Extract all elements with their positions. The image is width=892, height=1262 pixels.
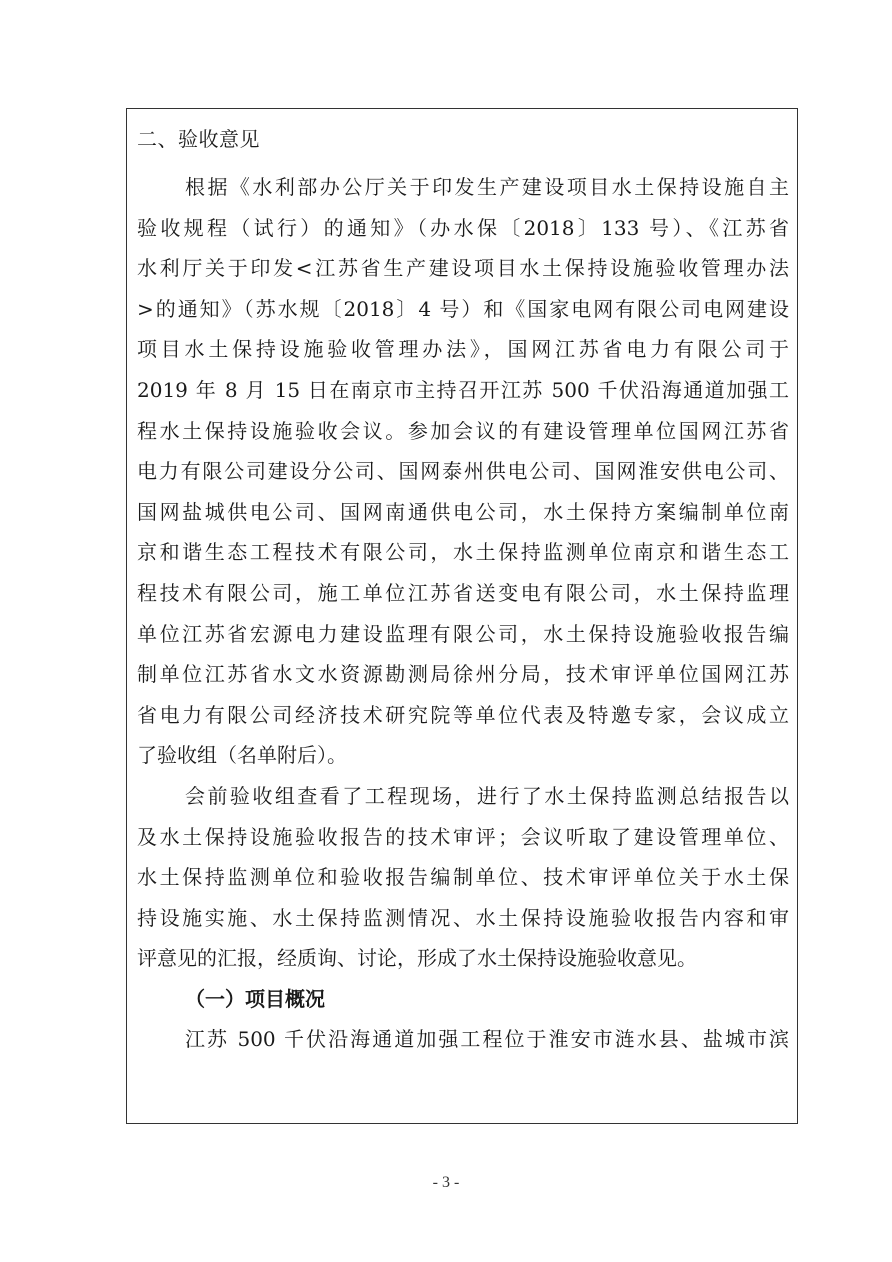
paragraph-project-overview	[137, 1019, 789, 1060]
text-line: 制单位江苏省水文水资源勘测局徐州分局，技术审评单位国网江苏	[137, 662, 789, 687]
text-line: 项目水土保持设施验收管理办法》，国网江苏省电力有限公司于	[137, 337, 789, 362]
text-line: 国网盐城供电公司、国网南通供电公司，水土保持方案编制单位南	[137, 499, 789, 524]
text-line: 验收规程（试行）的通知》（办水保〔2018〕133 号）、《江苏省	[137, 215, 789, 240]
text-line: 水土保持监测单位和验收报告编制单位、技术审评单位关于水土保	[137, 865, 789, 890]
paragraph-acceptance-basis	[137, 167, 789, 776]
text-line: 程技术有限公司，施工单位江苏省送变电有限公司，水土保持监理	[137, 580, 789, 605]
text-line: 评意见的汇报，经质询、讨论，形成了水土保持设施验收意见。	[137, 946, 697, 971]
document-frame	[126, 108, 798, 1124]
text-line: 单位江苏省宏源电力建设监理有限公司，水土保持设施验收报告编	[137, 621, 789, 646]
text-line: 2019 年 8 月 15 日在南京市主持召开江苏 500 千伏沿海通道加强工	[137, 377, 789, 402]
text-line: 持设施实施、水土保持监测情况、水土保持设施验收报告内容和审	[137, 905, 789, 930]
sub-heading-project-overview: （一）项目概况	[185, 986, 325, 1011]
page-number: - 3 -	[432, 1174, 460, 1191]
frame-content	[137, 121, 789, 1060]
text-line: 会前验收组查看了工程现场，进行了水土保持监测总结报告以	[185, 783, 789, 808]
text-line: >的通知》（苏水规〔2018〕4 号）和《国家电网有限公司电网建设	[137, 296, 789, 321]
text-line: 京和谐生态工程技术有限公司，水土保持监测单位南京和谐生态工	[137, 540, 789, 565]
text-line: 了验收组（名单附后）。	[137, 743, 347, 768]
text-line: 水利厅关于印发<江苏省生产建设项目水土保持设施验收管理办法	[137, 256, 789, 281]
text-line: 根据《水利部办公厅关于印发生产建设项目水土保持设施自主	[185, 175, 789, 199]
paragraph-meeting-process	[137, 776, 789, 979]
text-line: 电力有限公司建设分公司、国网泰州供电公司、国网淮安供电公司、	[137, 459, 789, 484]
text-line: 江苏 500 千伏沿海通道加强工程位于淮安市涟水县、盐城市滨	[185, 1027, 789, 1052]
text-line: 程水土保持设施验收会议。参加会议的有建设管理单位国网江苏省	[137, 418, 789, 443]
section-title: 二、验收意见	[137, 127, 260, 151]
text-line: 及水土保持设施验收报告的技术审评；会议听取了建设管理单位、	[137, 824, 789, 849]
text-line: 省电力有限公司经济技术研究院等单位代表及特邀专家，会议成立	[137, 702, 789, 727]
